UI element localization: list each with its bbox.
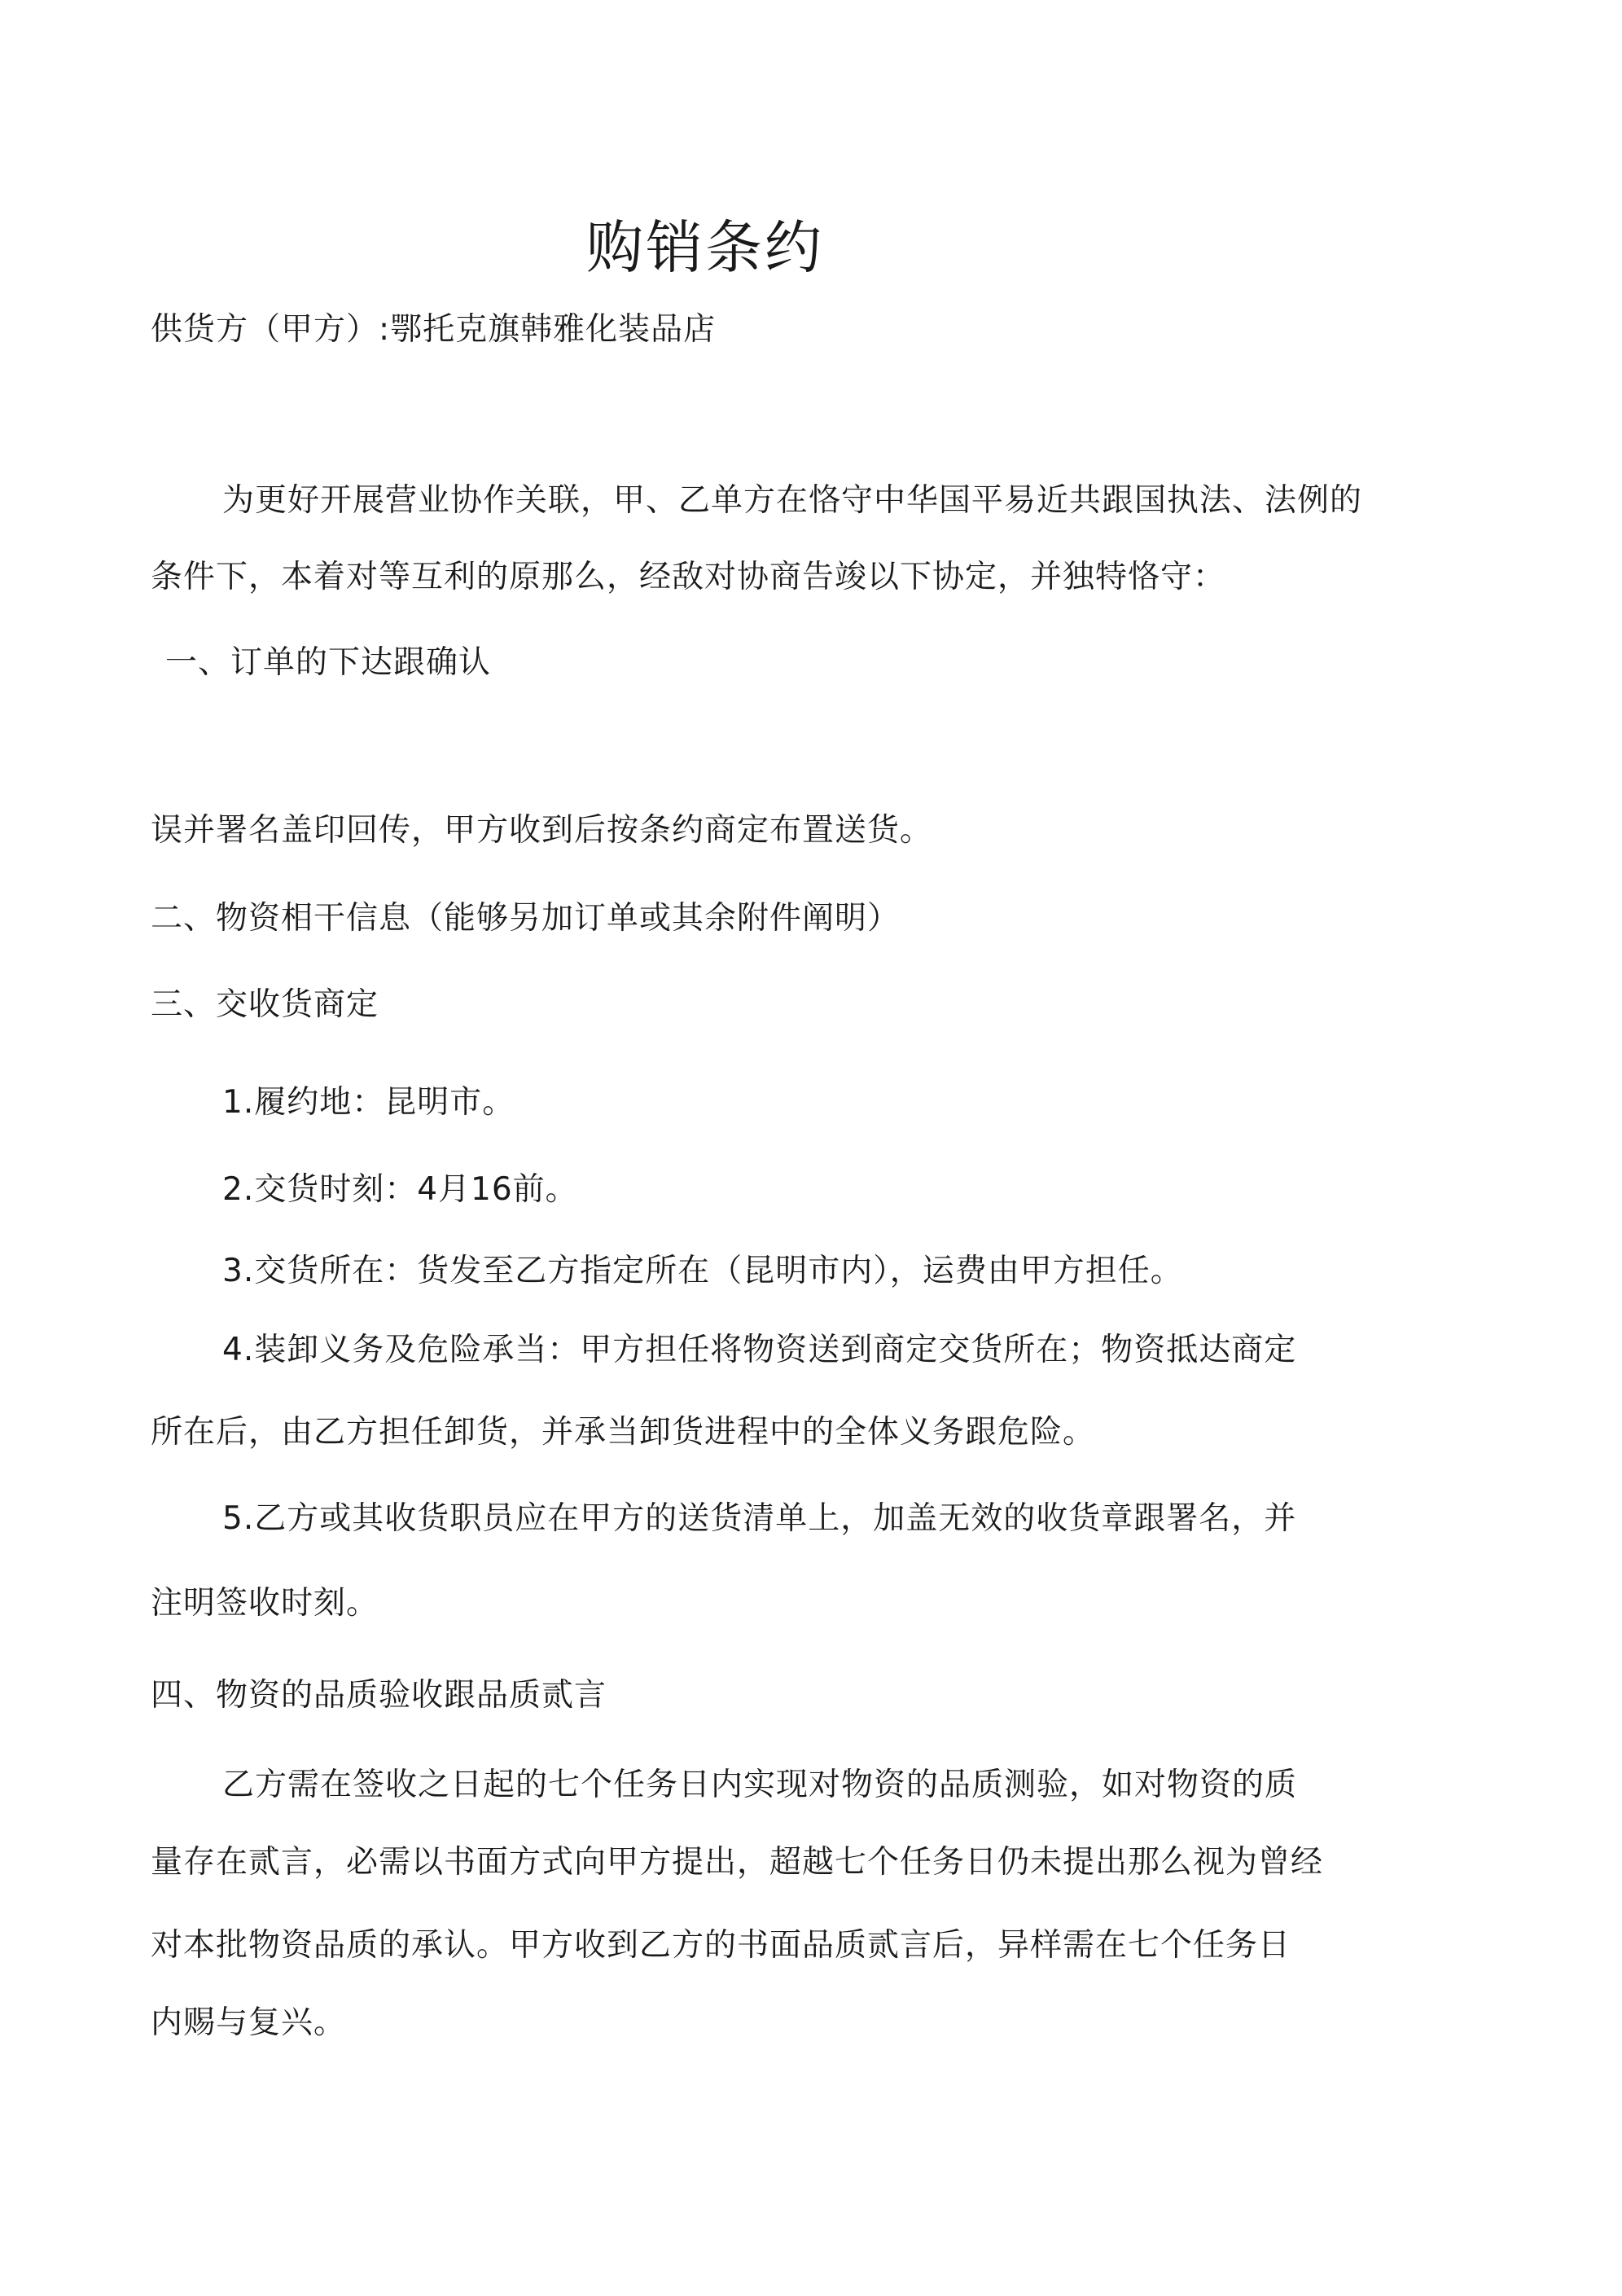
- section-3-item-1: 1.履约地：昆明市。: [222, 1084, 515, 1121]
- supplier-line: 供货方（甲方）:鄂托克旗韩雅化装品店: [151, 311, 717, 348]
- section-3-item-4: 4.装卸义务及危险承当：甲方担任将物资送到商定交货所在；物资抵达商定: [222, 1332, 1297, 1368]
- section-4-heading: 四、物资的品质验收跟品质贰言: [151, 1677, 607, 1714]
- section-4-line-2: 量存在贰言，必需以书面方式向甲方提出，超越七个任务日仍未提出那么视为曾经: [151, 1844, 1324, 1881]
- section-3-item-4-cont: 所在后，由乙方担任卸货，并承当卸货进程中的全体义务跟危险。: [151, 1414, 1096, 1451]
- section-3-item-5-cont: 注明签收时刻。: [151, 1585, 379, 1622]
- section-2-heading: 二、物资相干信息（能够另加订单或其余附件阐明）: [151, 900, 901, 937]
- section-3-item-2: 2.交货时刻：4月16前。: [222, 1171, 578, 1208]
- section-3-item-5: 5.乙方或其收货职员应在甲方的送货清单上，加盖无效的收货章跟署名，并: [222, 1500, 1297, 1537]
- intro-line-2: 条件下，本着对等互利的原那么，经敌对协商告竣以下协定，并独特恪守：: [151, 559, 1226, 595]
- section-3-heading: 三、交收货商定: [151, 986, 379, 1023]
- section-4-line-3: 对本批物资品质的承认。甲方收到乙方的书面品质贰言后，异样需在七个任务日: [151, 1927, 1291, 1964]
- intro-line-1: 为更好开展营业协作关联，甲、乙单方在恪守中华国平易近共跟国执法、法例的: [222, 482, 1363, 519]
- section-4-line-4: 内赐与复兴。: [151, 2004, 347, 2041]
- section-1-heading: 一、订单的下达跟确认: [165, 644, 492, 681]
- section-4-line-1: 乙方需在签收之日起的七个任务日内实现对物资的品质测验，如对物资的质: [222, 1767, 1298, 1803]
- section-1-text: 误并署名盖印回传，甲方收到后按条约商定布置送货。: [151, 812, 933, 849]
- document-title: 购销条约: [586, 214, 824, 281]
- section-3-item-3: 3.交货所在：货发至乙方指定所在（昆明市内），运费由甲方担任。: [222, 1253, 1183, 1289]
